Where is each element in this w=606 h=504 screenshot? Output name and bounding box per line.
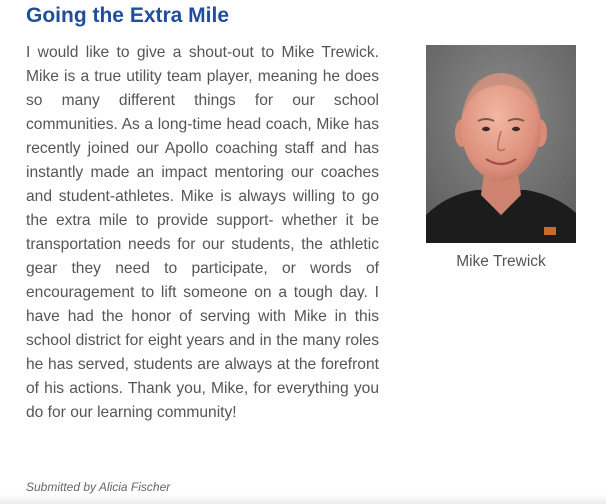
article-title: Going the Extra Mile — [26, 4, 230, 27]
bottom-divider — [0, 494, 606, 504]
article-body: I would like to give a shout-out to Mike Trewick. Mike is a true utility team player, meaning he does so many different things for our school communities. As a long-time head coach, Mike has recently joined our Apollo coaching staff and has instantly made an impact mentoring our coaches and student-athletes. Mike is always willing to go the extra mile to provide support- whether it be transportation needs for our students, the athletic gear they need to participate, or words of encouragement to lift someone on a tough day. I have had the honor of serving with Mike in this school district for eight years and in the many roles he has served, students are always at the forefront of his actions. Thank you, Mike, for everything you do for our learning community! — [26, 44, 379, 421]
submitted-by: Submitted by Alicia Fischer — [26, 480, 171, 494]
photo-caption: Mike Trewick — [456, 253, 546, 270]
portrait-photo — [426, 45, 576, 243]
photo-figure — [426, 45, 576, 272]
